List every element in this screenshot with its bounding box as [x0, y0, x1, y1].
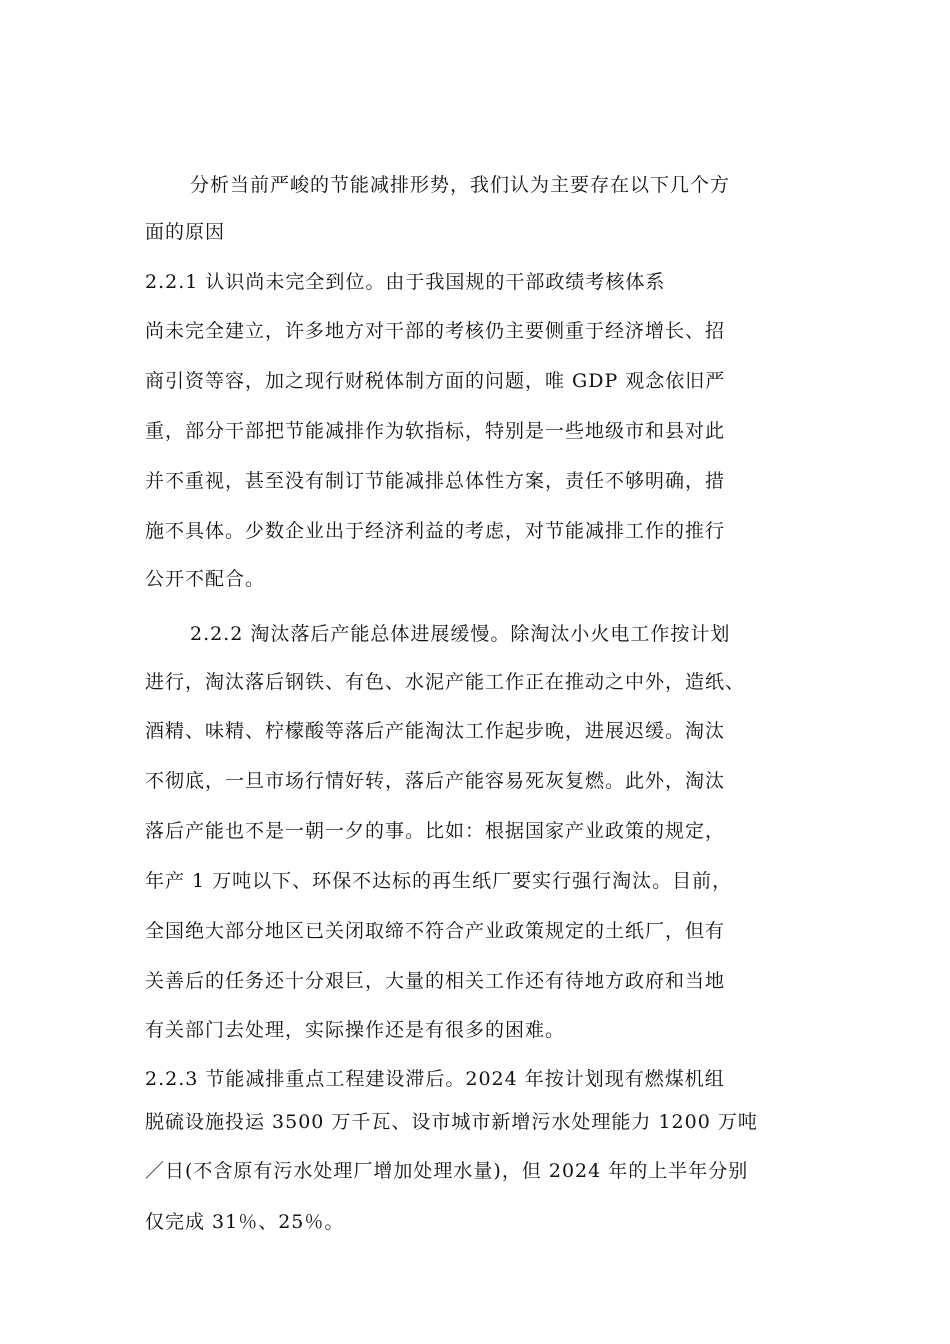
paragraph-line: 商引资等容，加之现行财税体制方面的问题，唯 GDP 观念依旧严 [145, 370, 726, 392]
paragraph-line: 落后产能也不是一朝一夕的事。比如：根据国家产业政策的规定， [145, 820, 726, 842]
paragraph-line: 仅完成 31％、25％。 [145, 1211, 345, 1233]
paragraph-line: 公开不配合。 [145, 568, 266, 590]
paragraph-line: 并不重视，甚至没有制订节能减排总体性方案，责任不够明确，措 [145, 470, 726, 492]
section-heading-2-2-1: 2.2.1 认识尚未完全到位。由于我国规的干部政绩考核体系 [145, 271, 666, 293]
paragraph-line: 面的原因 [145, 221, 226, 243]
paragraph-line: ／日(不含原有污水处理厂增加处理水量)，但 2024 年的上半年分别 [145, 1160, 749, 1182]
paragraph-line: 尚未完全建立，许多地方对干部的考核仍主要侧重于经济增长、招 [145, 320, 726, 342]
paragraph-line: 重，部分干部把节能减排作为软指标，特别是一些地级市和县对此 [145, 420, 726, 442]
section-heading-2-2-3: 2.2.3 节能减排重点工程建设滞后。2024 年按计划现有燃煤机组 [145, 1068, 725, 1090]
paragraph-line: 全国绝大部分地区已关闭取缔不符合产业政策规定的土纸厂，但有 [145, 920, 726, 942]
paragraph-line: 不彻底，一旦市场行情好转，落后产能容易死灰复燃。此外，淘汰 [145, 770, 726, 792]
paragraph-line: 关善后的任务还十分艰巨，大量的相关工作还有待地方政府和当地 [145, 970, 726, 992]
paragraph-line: 酒精、味精、柠檬酸等落后产能淘汰工作起步晚，进展迟缓。淘汰 [145, 720, 726, 742]
paragraph-line: 脱硫设施投运 3500 万千瓦、设市城市新增污水处理能力 1200 万吨 [145, 1111, 758, 1133]
paragraph-line: 进行，淘汰落后钢铁、有色、水泥产能工作正在推动之中外，造纸、 [145, 671, 746, 693]
paragraph-line: 施不具体。少数企业出于经济利益的考虑，对节能减排工作的推行 [145, 520, 726, 542]
paragraph-line: 分析当前严峻的节能减排形势，我们认为主要存在以下几个方 [190, 174, 731, 196]
paragraph-line: 年产 1 万吨以下、环保不达标的再生纸厂要实行强行淘汰。目前， [145, 870, 733, 892]
section-heading-2-2-2: 2.2.2 淘汰落后产能总体进展缓慢。除淘汰小火电工作按计划 [190, 623, 731, 645]
paragraph-line: 有关部门去处理，实际操作还是有很多的困难。 [145, 1019, 566, 1041]
